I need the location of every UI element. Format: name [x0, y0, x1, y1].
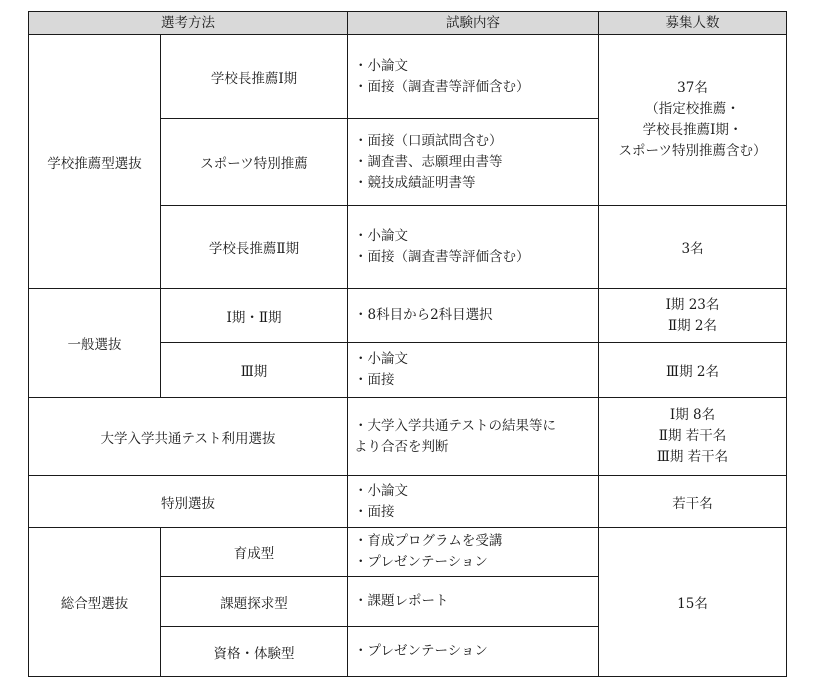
exam-content-line: ・プレゼンテーション	[354, 554, 488, 570]
table-row	[29, 476, 787, 528]
exam-content-line: ・面接	[354, 372, 395, 388]
quota-line: Ⅲ期 若干名	[656, 449, 729, 465]
exam-content-cell	[348, 35, 599, 119]
exam-content-line: ・競技成績証明書等	[354, 174, 476, 191]
admissions-table	[28, 11, 787, 677]
header-selection-method: 選考方法	[29, 12, 348, 35]
exam-content-line: ・課題レポート	[354, 593, 449, 609]
exam-content-line: ・面接（口頭試問含む）	[354, 132, 503, 149]
exam-content-line: ・面接	[354, 503, 395, 520]
exam-content-line: ・調査書、志願理由書等	[354, 153, 503, 170]
sub-method-label: 学校長推薦Ⅰ期	[161, 35, 348, 119]
exam-content-line: ・8科目から2科目選択	[354, 307, 493, 323]
exam-content-line: ・小論文	[354, 57, 408, 74]
sub-method-label: 育成型	[161, 528, 348, 577]
exam-content-cell	[348, 577, 599, 627]
exam-content-line: ・プレゼンテーション	[354, 643, 488, 659]
quota-cell	[599, 35, 787, 206]
quota-line: スポーツ特別推薦含む）	[618, 143, 767, 159]
exam-content-cell	[348, 476, 599, 528]
exam-content-line: ・小論文	[354, 351, 408, 367]
exam-content-cell	[348, 627, 599, 677]
exam-content-cell	[348, 206, 599, 289]
exam-content-line: ・小論文	[354, 228, 408, 244]
group-label: 総合型選抜	[29, 528, 161, 677]
quota-cell: 若干名	[599, 476, 787, 528]
method-label: 大学入学共通テスト利用選抜	[29, 398, 348, 476]
header-exam-content: 試験内容	[348, 12, 599, 35]
sub-method-label: Ⅲ期	[161, 343, 348, 398]
quota-line: Ⅱ期 2名	[667, 317, 718, 334]
sub-method-label: スポーツ特別推薦	[161, 119, 348, 206]
exam-content-cell	[348, 528, 599, 577]
exam-content-cell	[348, 119, 599, 206]
exam-content-line: ・面接（調査書等評価含む）	[354, 249, 530, 265]
group-label: 一般選抜	[29, 289, 161, 398]
header-quota: 募集人数	[599, 12, 787, 35]
quota-line: Ⅰ期 8名	[669, 407, 716, 423]
sub-method-label: Ⅰ期・Ⅱ期	[161, 289, 348, 343]
quota-line: （指定校推薦・	[645, 101, 740, 117]
sub-method-label: 資格・体験型	[161, 627, 348, 677]
group-label: 学校推薦型選抜	[29, 35, 161, 289]
table-row	[29, 35, 787, 119]
quota-cell: Ⅲ期 2名	[599, 343, 787, 398]
exam-content-line: より合否を判断	[354, 438, 449, 455]
table-row	[29, 528, 787, 577]
exam-content-line: ・育成プログラムを受講	[354, 533, 503, 549]
table-row	[29, 398, 787, 476]
table-row	[29, 289, 787, 343]
quota-line: Ⅱ期 若干名	[658, 428, 727, 444]
quota-line: 学校長推薦Ⅰ期・	[642, 122, 743, 138]
exam-content-cell	[348, 289, 599, 343]
sub-method-label: 課題探求型	[161, 577, 348, 627]
exam-content-line: ・面接（調査書等評価含む）	[354, 78, 530, 95]
header-row	[29, 12, 787, 35]
quota-cell: 15名	[599, 528, 787, 677]
exam-content-line: ・大学入学共通テストの結果等に	[354, 417, 556, 434]
quota-line: 37名	[677, 80, 708, 96]
exam-content-cell	[348, 343, 599, 398]
exam-content-line: ・小論文	[354, 482, 408, 499]
sub-method-label: 学校長推薦Ⅱ期	[161, 206, 348, 289]
quota-cell	[599, 289, 787, 343]
exam-content-cell	[348, 398, 599, 476]
method-label: 特別選抜	[29, 476, 348, 528]
quota-line: Ⅰ期 23名	[665, 296, 720, 313]
quota-cell	[599, 398, 787, 476]
quota-cell: 3名	[599, 206, 787, 289]
